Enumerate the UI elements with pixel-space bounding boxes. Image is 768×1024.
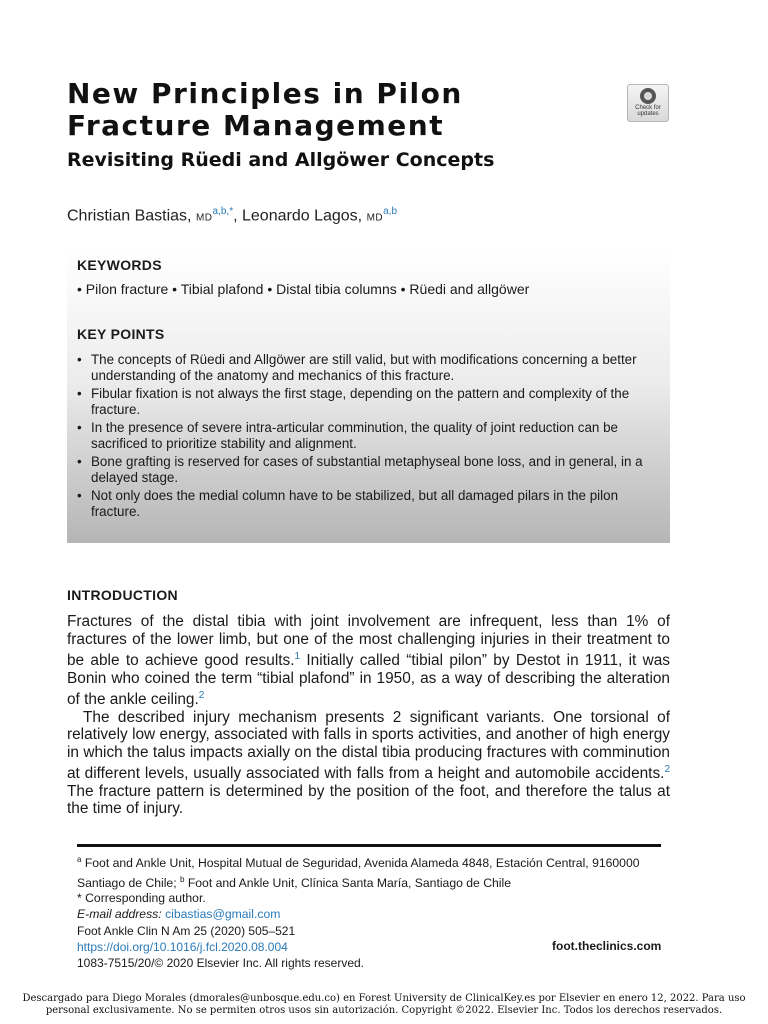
download-notice-line-2: personal exclusivamente. No se permiten otros usos sin autorización. Copyright ©2022. Elsevier Inc. Todos los derechos reservados. — [45, 1005, 723, 1016]
author-list — [67, 206, 397, 225]
keywords-list: • Pilon fracture • Tibial plafond • Distal tibia columns • Rüedi and allgöwer — [77, 281, 530, 297]
introduction-heading: INTRODUCTION — [67, 587, 178, 603]
corresponding-author: * Corresponding author. — [77, 891, 206, 906]
key-points-heading: KEY POINTS — [77, 326, 165, 342]
check-for-updates-icon — [640, 88, 656, 104]
badge-label-2: updates — [637, 111, 659, 117]
citation-link[interactable]: 1 — [294, 651, 301, 662]
badge-label-1: Check for — [635, 105, 661, 111]
paragraph-text: The fracture pattern is determined by the position of the foot, and therefore the talus at the time of injury. — [67, 782, 670, 818]
download-notice-line-1: Descargado para Diego Morales (dmorales@unbosque.edu.co) en Forest University de ClinicalKey.es por Elsevier en enero 12, 2022. Para uso — [22, 993, 746, 1004]
copyright-line: 1083-7515/20/© 2020 Elsevier Inc. All rights reserved. — [77, 956, 365, 970]
key-point-item: • Fibular fixation is not always the first stage, depending on the pattern and complexity of the fracture. — [77, 386, 657, 418]
check-for-updates-badge[interactable] — [627, 84, 669, 122]
author-degree: MD — [195, 212, 213, 224]
footnote-divider — [77, 844, 661, 847]
key-point-item: • The concepts of Rüedi and Allgöwer are still valid, but with modifications concerning a better understanding of the anatomy and mechanics of this fracture. — [77, 352, 657, 384]
article-title — [67, 78, 587, 142]
affiliation-marker: b — [180, 874, 185, 884]
journal-website: foot.theclinics.com — [552, 939, 662, 953]
footnotes — [77, 852, 667, 922]
citation-link[interactable]: 2 — [664, 764, 670, 776]
author-degree: MD — [366, 212, 384, 224]
affiliation-text: Foot and Ankle Unit, Clínica Santa María, Santiago de Chile — [184, 875, 511, 890]
affiliation-text: Foot and Ankle Unit, Hospital Mutual de Seguridad, Avenida Alameda 4848, Estación Central, 9160000 Santiago de Chile; — [77, 856, 640, 890]
affiliations — [77, 852, 667, 891]
paragraph — [67, 709, 670, 818]
doi-link[interactable]: https://doi.org/10.1016/j.fcl.2020.08.004 — [77, 940, 288, 954]
paragraph-text: Fractures of the distal tibia with joint involvement are infrequent, less than 1% of fractures of the lower limb, but one of the most challenging injuries in their treatment to be able to achieve good results. — [67, 613, 670, 670]
download-notice — [10, 993, 758, 1017]
journal-info — [77, 923, 364, 971]
key-point-item: • Not only does the medial column have to be stabilized, but all damaged pilars in the pilon fracture. — [77, 488, 657, 520]
keywords-heading: KEYWORDS — [77, 257, 162, 273]
title-line-1: New Principles in Pilon — [67, 77, 463, 110]
author-name: Leonardo Lagos, — [242, 207, 363, 225]
article-subtitle: Revisiting Rüedi and Allgöwer Concepts — [67, 149, 495, 171]
title-line-2: Fracture Management — [67, 109, 445, 142]
email-label: E-mail address: — [77, 906, 162, 921]
key-points-list — [77, 352, 657, 522]
key-point-item: • Bone grafting is reserved for cases of substantial metaphyseal bone loss, and in general, in a delayed stage. — [77, 454, 657, 486]
author-affiliation-ref: a,b,* — [212, 206, 234, 217]
paragraph-text: Initially called “tibial pilon” by Destot in 1911, it was Bonin who coined the term “tibial plafond” in 1950, as a way of describing the alteration of the ankle ceiling. — [67, 652, 670, 709]
paragraph — [67, 613, 670, 709]
email-line — [77, 907, 667, 923]
key-point-item: • In the presence of severe intra-articular comminution, the quality of joint reduction can be sacrificed to prioritize stability and alignment. — [77, 420, 657, 452]
email-link[interactable]: cibastias@gmail.com — [165, 906, 281, 921]
author-affiliation-ref: a,b — [383, 206, 398, 217]
author-separator: , — [233, 207, 238, 225]
paragraph-text: The described injury mechanism presents 2 significant variants. One torsional of relatively low energy, associated with falls in sports activities, and another of high energy in which the talus impacts axially on the distal tibia producing fractures with comminution at different levels, usually associated with falls from a height and automobile accidents. — [67, 708, 670, 783]
introduction-body — [67, 613, 670, 818]
journal-citation: Foot Ankle Clin N Am 25 (2020) 505–521 — [77, 924, 296, 938]
author-name: Christian Bastias, — [67, 207, 192, 225]
affiliation-marker: a — [77, 855, 82, 864]
citation-link[interactable]: 2 — [198, 690, 205, 702]
